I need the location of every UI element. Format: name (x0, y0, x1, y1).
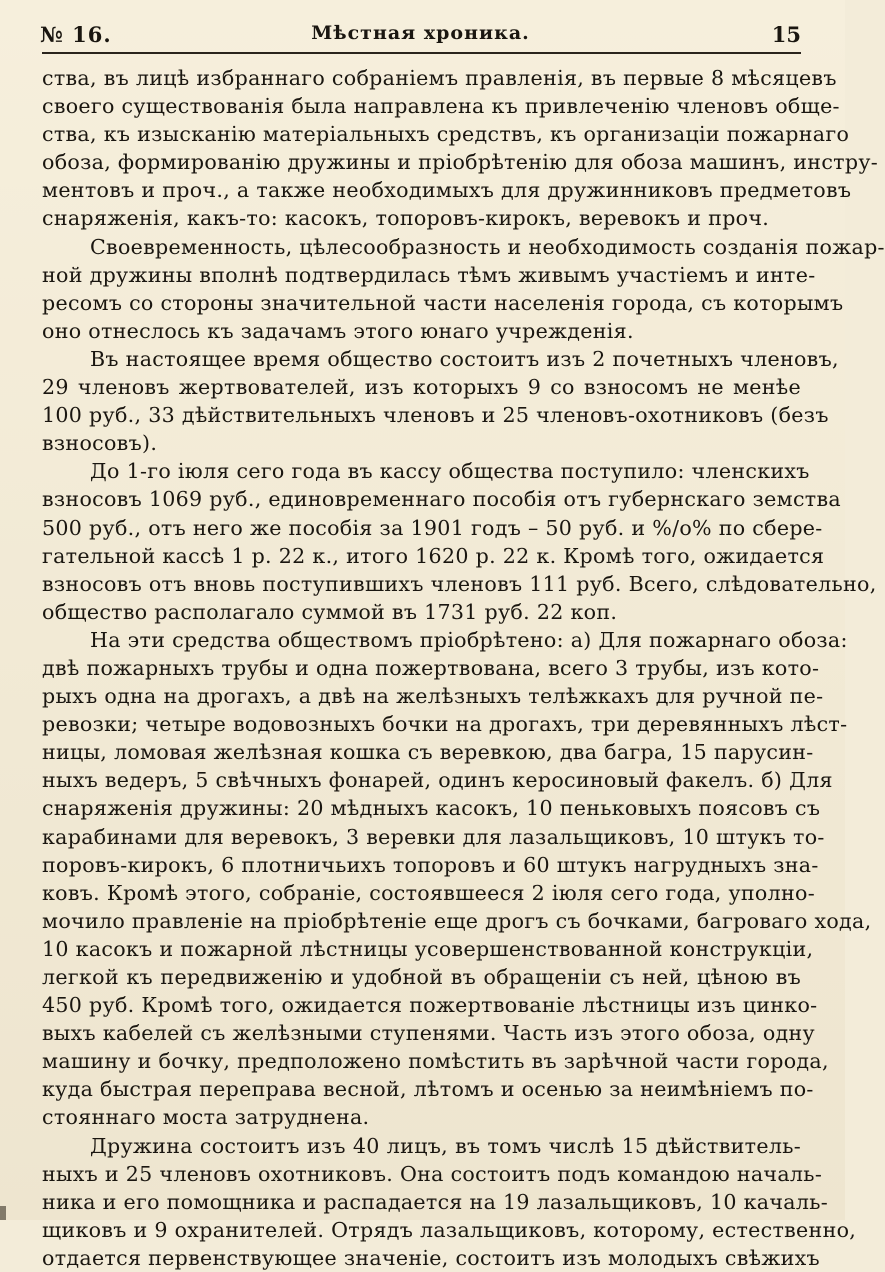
text-line: стояннаго моста затруднена. (42, 1105, 370, 1130)
text-line: рыхъ одна на дрогахъ, а двѣ на желѣзныхъ телѣжкахъ для ручной пе- (42, 684, 824, 709)
text-line: поровъ-кирокъ, 6 плотничьихъ топоровъ и 60 штукъ нагрудныхъ зна- (42, 852, 819, 877)
text-line: 29 членовъ жертвователей, изъ которыхъ 9 со взносомъ не менѣе (42, 375, 801, 400)
text-line: снаряженія, какъ-то: касокъ, топоровъ-кирокъ, веревокъ и проч. (42, 206, 770, 231)
text-line: ныхъ и 25 членовъ охотниковъ. Она состоитъ подъ командою началь- (42, 1161, 823, 1186)
text-line: обоза, формированію дружины и пріобрѣтенію для обоза машинъ, инстру- (42, 150, 879, 175)
text-line: 100 руб., 33 дѣйствительныхъ членовъ и 25 членовъ-охотниковъ (безъ (42, 403, 829, 428)
text-line: ства, въ лицѣ избраннаго собраніемъ правленія, въ первые 8 мѣсяцевъ (42, 66, 837, 90)
body-text (42, 64, 885, 1272)
text-line: выхъ кабелей съ желѣзными ступенями. Часть изъ этого обоза, одну (42, 1021, 815, 1046)
text-line: На эти средства обществомъ пріобрѣтено: а) Для пожарнаго обоза: (90, 627, 848, 652)
page-number: 15 (771, 22, 801, 47)
header-rule (42, 52, 801, 54)
text-line: ницы, ломовая желѣзная кошка съ веревкою, два багра, 15 парусин- (42, 740, 814, 765)
text-line: мочило правленіе на пріобрѣтеніе еще дрогъ съ бочками, багроваго хода, (42, 908, 872, 933)
text-line: 500 руб., отъ него же пособія за 1901 годъ – 50 руб. и %/о% по сбере- (42, 515, 823, 540)
text-line: взносовъ отъ вновь поступившихъ членовъ 111 руб. Всего, слѣдовательно, (42, 571, 877, 596)
text-line: 10 касокъ и пожарной лѣстницы усовершенствованной конструкціи, (42, 936, 814, 961)
text-line: Въ настоящее время общество состоитъ изъ 2 почетныхъ членовъ, (90, 346, 839, 371)
section-title: Мѣстная хроника. (311, 22, 530, 44)
text-line: ной дружины вполнѣ подтвердилась тѣмъ живымъ участіемъ и инте- (42, 262, 816, 287)
text-line: снаряженія дружины: 20 мѣдныхъ касокъ, 10 пеньковыхъ поясовъ съ (42, 796, 821, 821)
text-line: щиковъ и 9 охранителей. Отрядъ лазальщиковъ, которому, естественно, (42, 1217, 857, 1242)
text-line: Своевременность, цѣлесообразность и необходимость созданія пожар- (90, 234, 885, 259)
text-line: легкой къ передвиженію и удобной въ обращеніи съ ней, цѣною въ (42, 965, 801, 989)
issue-number: № 16. (40, 22, 112, 47)
text-line: ства, къ изысканію матеріальныхъ средствъ, къ организаціи пожарнаго (42, 122, 850, 147)
text-line: отдается первенствующее значеніе, состоитъ изъ молодыхъ свѣжихъ (42, 1245, 820, 1270)
text-line: взносовъ). (42, 431, 158, 456)
text-line: своего существованія была направлена къ привлеченію членовъ обще- (42, 94, 840, 119)
text-line: машину и бочку, предположено помѣстить въ зарѣчной части города, (42, 1049, 829, 1074)
text-line: ковъ. Кромѣ этого, собраніе, состоявшееся 2 іюля сего года, уполно- (42, 880, 815, 905)
text-line: До 1-го іюля сего года въ кассу общества поступило: членскихъ (90, 459, 810, 484)
page-edge-mark (0, 1206, 6, 1220)
text-line: ревозки; четыре водовозныхъ бочки на дрогахъ, три деревянныхъ лѣст- (42, 712, 848, 737)
text-line: двѣ пожарныхъ трубы и одна пожертвована, всего 3 трубы, изъ кото- (42, 655, 820, 680)
text-line: общество располагало суммой въ 1731 руб. 22 коп. (42, 599, 618, 624)
text-line: взносовъ 1069 руб., единовременнаго пособія отъ губернскаго земства (42, 487, 841, 512)
text-line: ресомъ со стороны значительной части населенія города, съ которымъ (42, 290, 844, 315)
text-line: карабинами для веревокъ, 3 веревки для лазальщиковъ, 10 штукъ то- (42, 824, 825, 849)
text-line: ника и его помощника и распадается на 19 лазальщиковъ, 10 качаль- (42, 1189, 828, 1214)
text-line: куда быстрая переправа весной, лѣтомъ и осенью за неимѣніемъ по- (42, 1077, 814, 1102)
text-line: гательной кассѣ 1 р. 22 к., итого 1620 р. 22 к. Кромѣ того, ожидается (42, 543, 825, 568)
text-line: ныхъ ведеръ, 5 свѣчныхъ фонарей, одинъ керосиновый факелъ. б) Для (42, 768, 833, 793)
text-line: 450 руб. Кромѣ того, ожидается пожертвованіе лѣстницы изъ цинко- (42, 993, 818, 1018)
text-line: ментовъ и проч., а также необходимыхъ для дружинниковъ предметовъ (42, 178, 852, 203)
text-line: Дружина состоитъ изъ 40 лицъ, въ томъ числѣ 15 дѣйствитель- (90, 1133, 801, 1158)
running-header (40, 20, 801, 50)
text-line: оно отнеслось къ задачамъ этого юнаго учрежденія. (42, 318, 634, 343)
